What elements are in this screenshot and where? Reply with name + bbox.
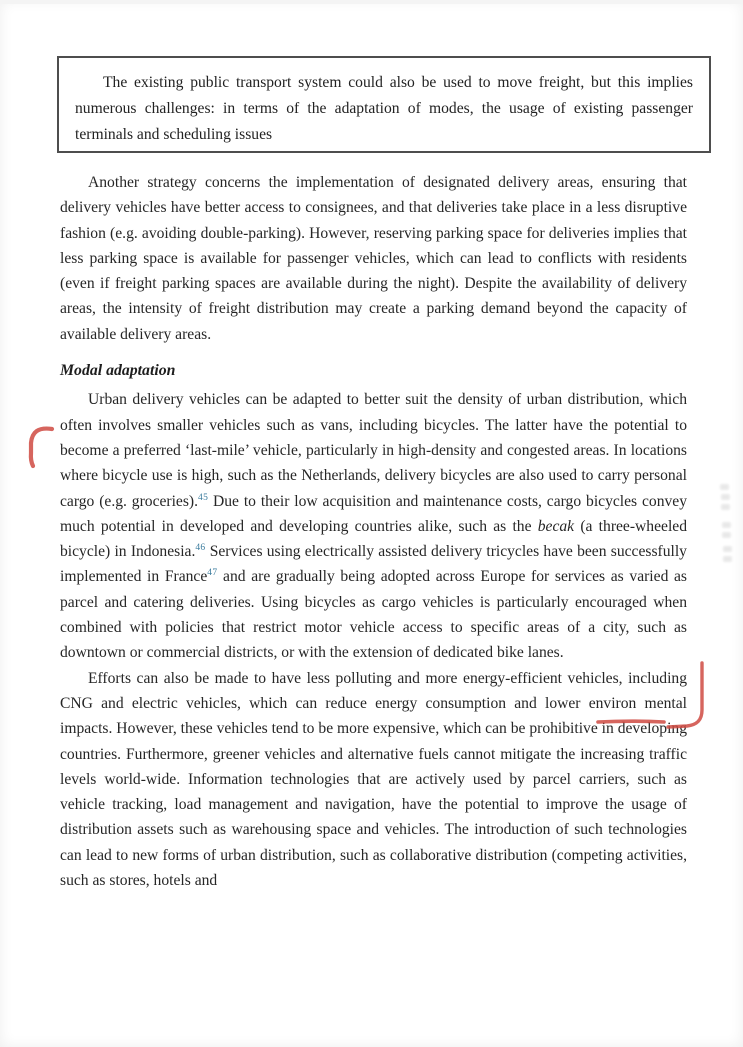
paragraph-delivery-areas: Another strategy concerns the implementation of designated delivery areas, ensuring that delivery vehicles have better access to consignees, and that deliveries take place in a less disruptive fashion (e.g. avoiding double-parking). However, reserving parking space for deliveries implies that less parking space is available for passenger vehicles, which can lead to conflicts with residents (even if freight parking spaces are available during the night). Despite the availability of delivery areas, the intensity of freight distribution may create a parking demand beyond the capacity of available delivery areas.	[60, 174, 687, 343]
quote-box	[57, 56, 711, 153]
paragraph-segment: Due to their low acquisition and maintenance costs, cargo bicycles convey much potential in developed and developing countries alike, such as the	[60, 492, 688, 535]
paragraph-segment: Urban delivery vehicles can be adapted to better suit the density of urban distribution, which often involves smaller vehicles such as vans, including bicycles. The latter have the potential to become a preferred ‘last-mile’ vehicle, particularly in high-density and congested areas. In locations where bicycle use is high, such as the Netherlands, delivery bicycles are also used to carry personal cargo (e.g. groceries).	[60, 391, 687, 510]
section-heading-modal-adaptation: Modal adaptation	[60, 362, 176, 380]
paragraph-efforts: Efforts can also be made to have less polluting and more energy-efficient vehicles, including CNG and electric vehicles, which can reduce energy consumption and lower environ mental impacts. However, these vehicles tend to be more expensive, which can be prohibitive in developing countries. Furthermore, greener vehicles and alternative fuels cannot mitigate the increasing traffic levels world-wide. Information technologies that are actively used by parcel carriers, such as vehicle tracking, load management and navigation, have the potential to improve the usage of distribution assets such as warehousing space and vehicles. The introduction of such technologies can lead to new forms of urban distribution, such as collaborative distribution (competing activities, such as stores, hotels and	[60, 669, 687, 890]
faint-margin-marks	[716, 480, 736, 568]
footnote-ref-47: 47	[207, 568, 218, 579]
paragraph-modal-adaptation	[60, 387, 687, 665]
paragraph-segment: Services using electrically assisted delivery tricycles have been successfully implemented in France	[60, 543, 687, 586]
quote-text: The existing public transport system could also be used to move freight, but this implies numerous challenges: in terms of the adaptation of modes, the usage of existing passenger terminals and scheduling issues	[75, 74, 693, 143]
footnote-ref-45: 45	[198, 492, 209, 503]
italic-term-becak: becak	[537, 517, 575, 535]
footnote-ref-46: 46	[195, 543, 206, 554]
page-body	[60, 170, 687, 893]
paragraph-segment: and are gradually being adopted across Europe for services as varied as parcel and catering deliveries. Using bicycles as cargo vehicles is particularly encouraged when combined with policies that restrict motor vehicle access to specific areas of a city, such as downtown or commercial districts, or with the extension of dedicated bike lanes.	[60, 568, 688, 662]
paragraph-segment: (a three-wheeled bicycle) in Indonesia.	[60, 517, 687, 561]
red-left-bracket-mark	[31, 429, 52, 466]
